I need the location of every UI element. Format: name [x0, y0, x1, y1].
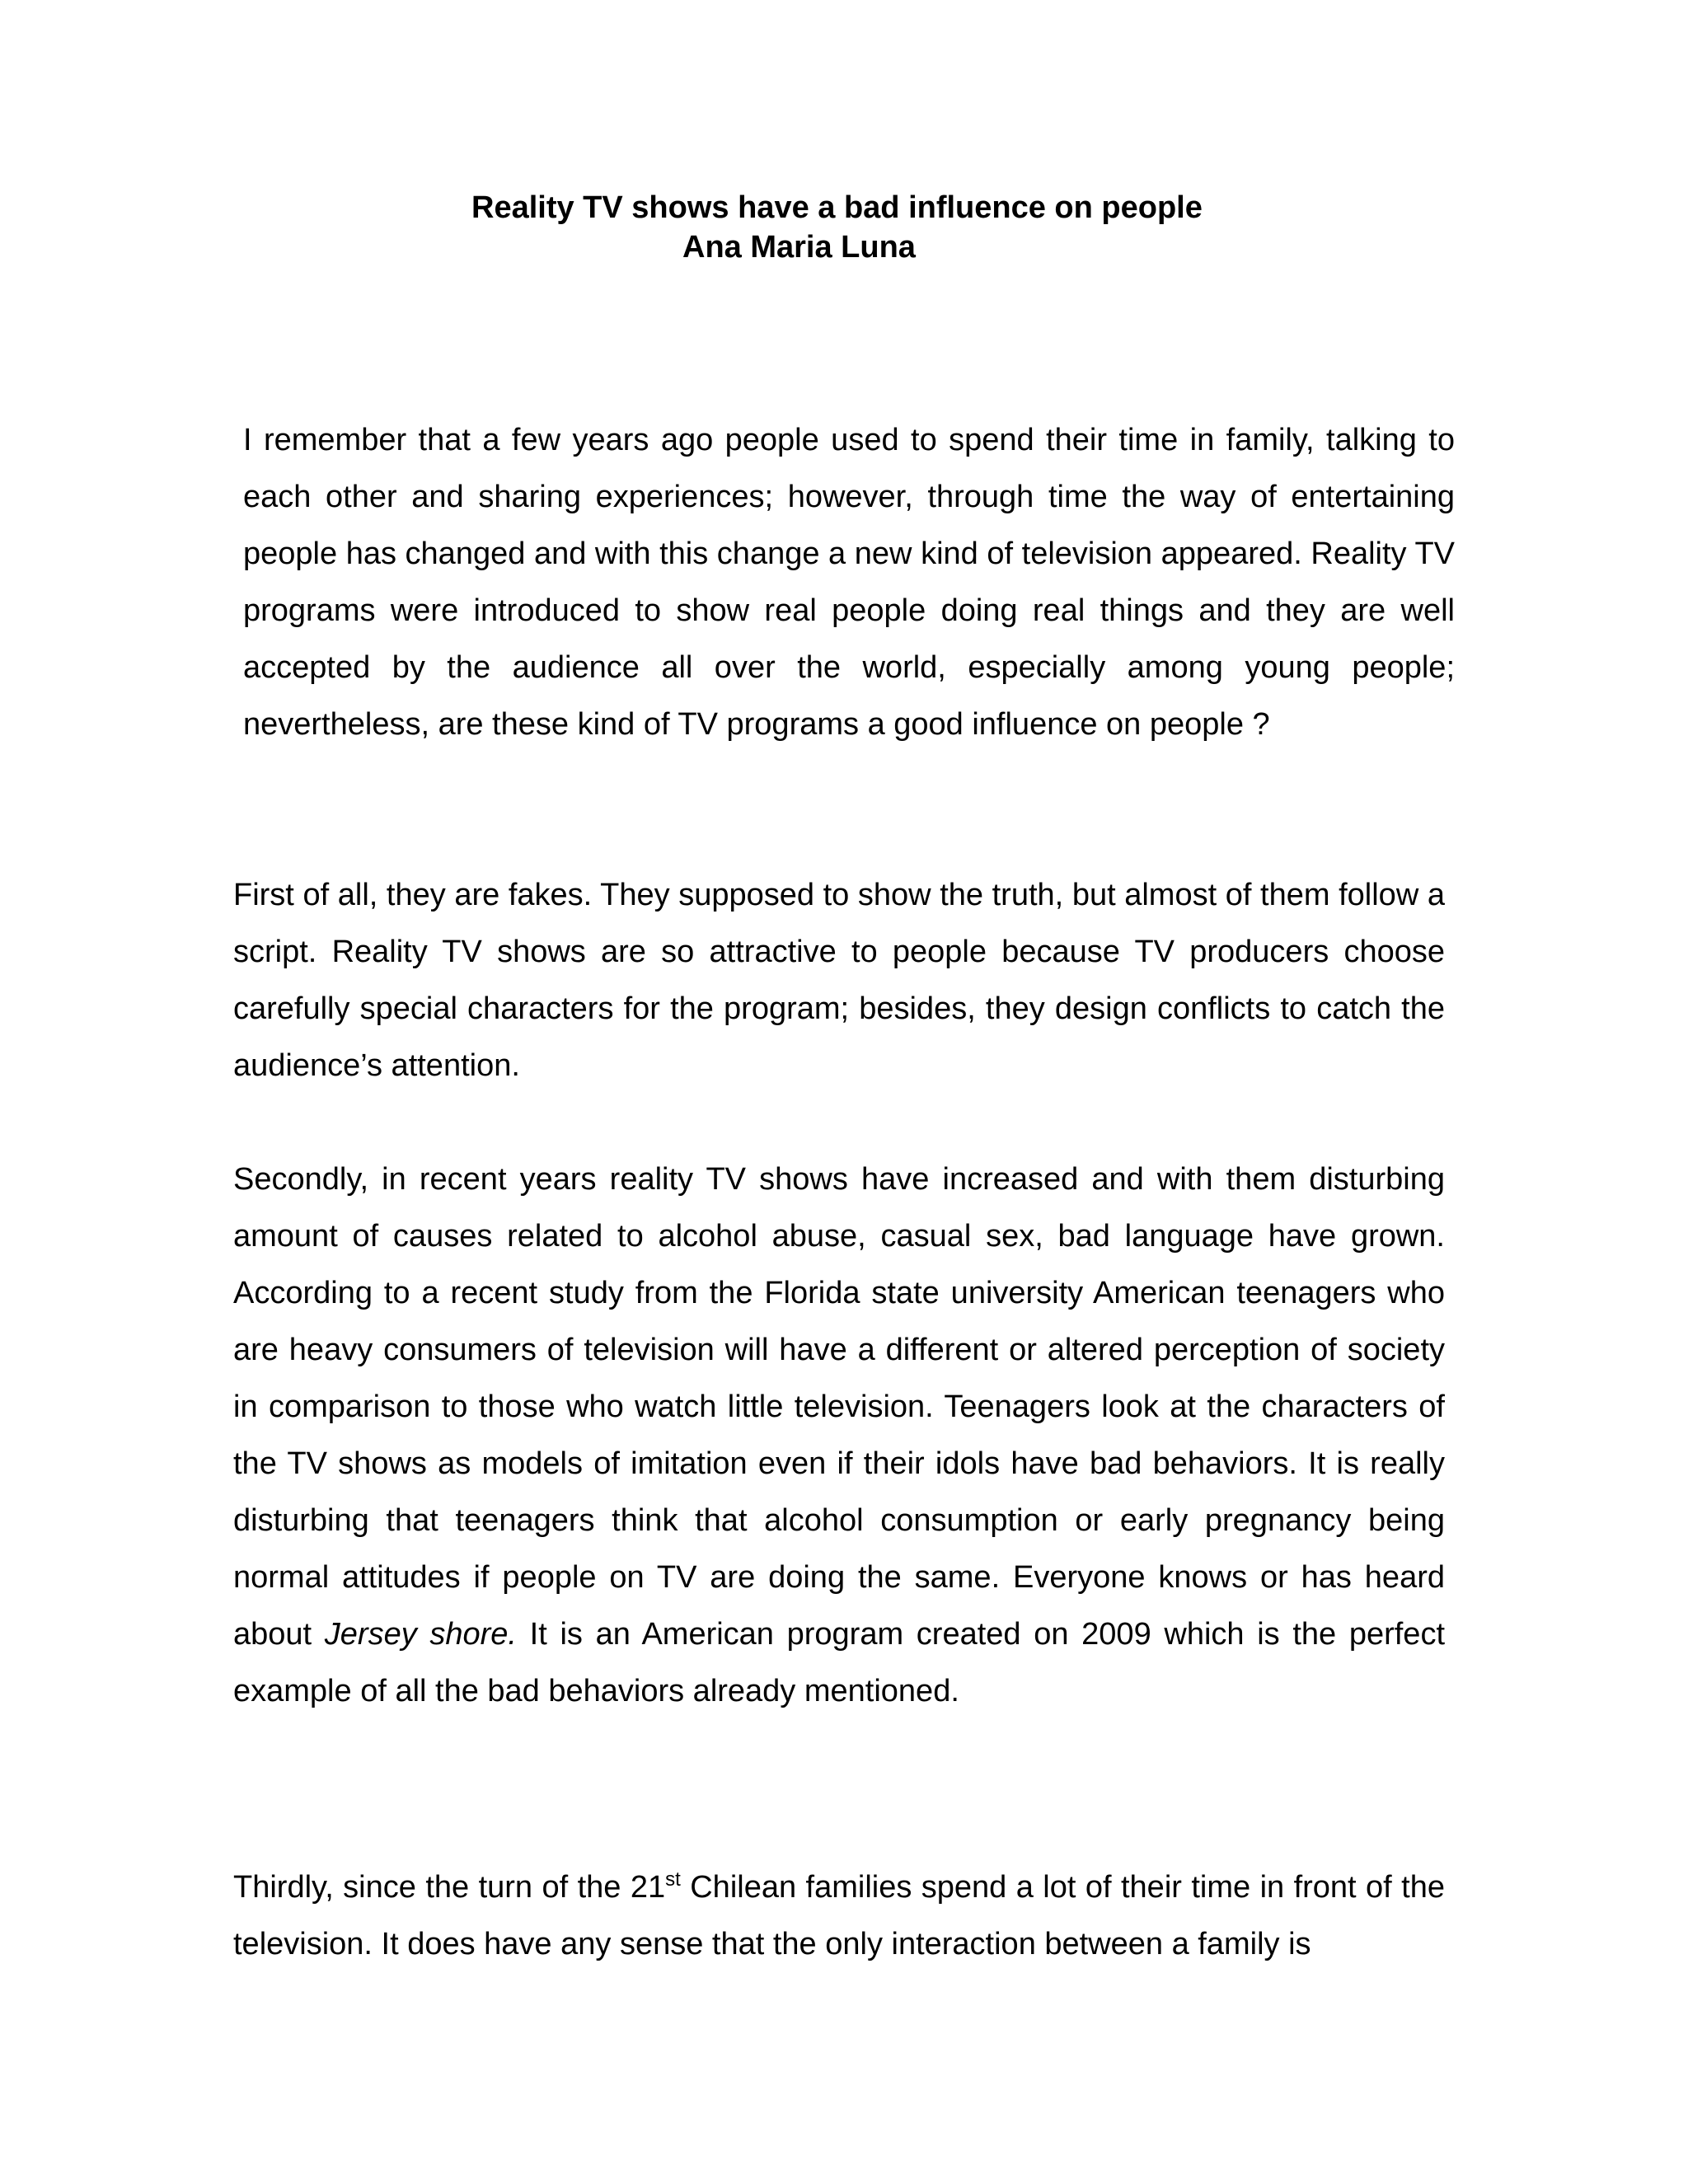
paragraph-third-argument [233, 1859, 1445, 1973]
ordinal-superscript: st [665, 1868, 681, 1891]
paragraph-third-text-a: Thirdly, since the turn of the 21 [233, 1870, 666, 1905]
paragraph-second-argument [233, 1151, 1445, 1720]
paragraph-third-text-b: Chilean families spend a lot of their time in front of the television. It does have any sense that the only interaction between a family is [233, 1870, 1445, 1961]
document-author: Ana Maria Luna [682, 230, 916, 265]
paragraph-second-text-b: It is an American program created on 2009 which is the perfect example of all the bad behaviors already mentioned. [233, 1617, 1446, 1708]
document-title: Reality TV shows have a bad influence on people [471, 190, 1203, 225]
paragraph-introduction: I remember that a few years ago people used to spend their time in family, talking to each other and sharing experiences; however, through time the way of entertaining people has changed and with this change a new kind of television appeared. Reality TV programs were introduced to show real people doing real things and they are well accepted by the audience all over the world, especially among young people; nevertheless, are these kind of TV programs a good influence on people ? [243, 423, 1455, 742]
show-title-italic: Jersey shore. [324, 1617, 517, 1652]
paragraph-first-argument: First of all, they are fakes. They supposed to show the truth, but almost of them follow a script. Reality TV shows are so attractive to people because TV producers choose carefully special characters for the program; besides, they design conflicts to catch the audience’s attention. [233, 878, 1445, 1083]
paragraph-second-text-a: Secondly, in recent years reality TV shows have increased and with them disturbing amount of causes related to alcohol abuse, casual sex, bad language have grown. According to a recent study from the Florida state university American teenagers who are heavy consumers of television will have a different or altered perception of society in comparison to those who watch little television. Teenagers look at the characters of the TV shows as models of imitation even if their idols have bad behaviors. It is really disturbing that teenagers think that alcohol consumption or early pregnancy being normal attitudes if people on TV are doing the same. Everyone knows or has heard about [233, 1162, 1445, 1652]
